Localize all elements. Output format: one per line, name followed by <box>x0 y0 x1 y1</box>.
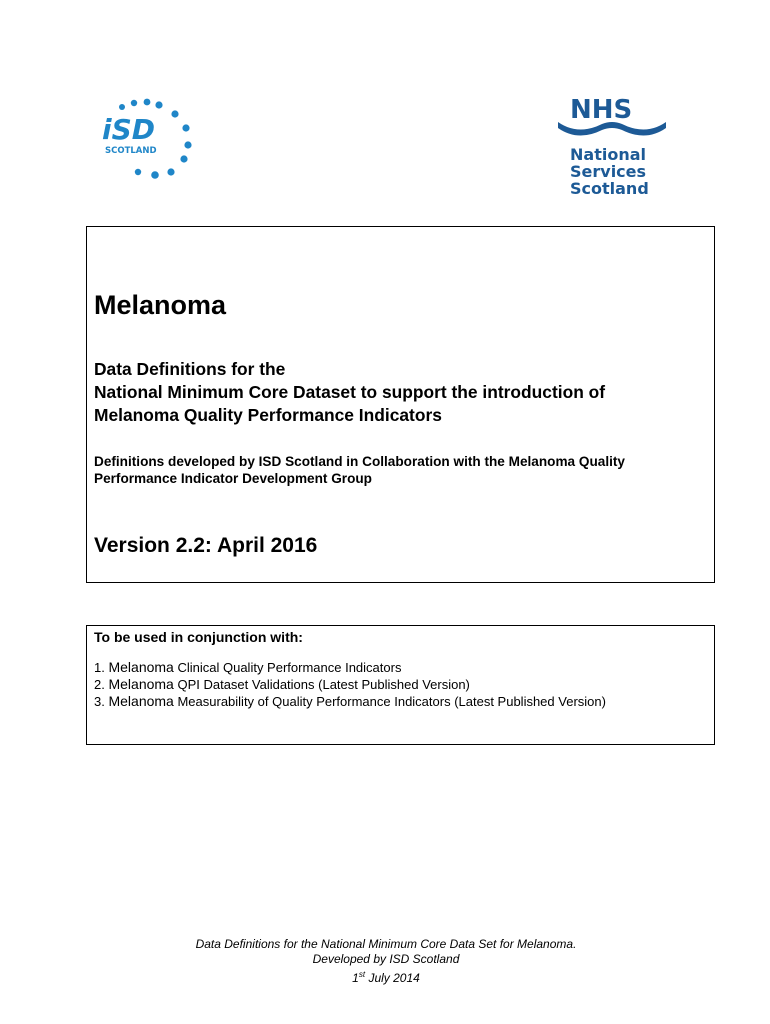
item-lead: Melanoma <box>108 676 174 692</box>
document-title: Melanoma <box>94 290 227 320</box>
item-text: Clinical Quality Performance Indicators <box>177 660 402 675</box>
list-item <box>94 659 606 676</box>
item-number: 2. <box>94 677 105 692</box>
nhs-badge-text: NHS <box>570 95 633 125</box>
page-footer <box>86 937 686 986</box>
credit-text <box>94 453 709 487</box>
subtitle-line: Data Definitions for the <box>94 359 286 379</box>
credit-line: Performance Indicator Development Group <box>94 471 372 486</box>
nhs-line: Scotland <box>570 179 649 198</box>
nhs-line: Services <box>570 162 647 181</box>
credit-line: Definitions developed by ISD Scotland in Collaboration with the Melanoma Quality <box>94 454 625 469</box>
isd-scotland-logo <box>100 98 198 182</box>
footer-date-rest: July 2014 <box>368 971 420 985</box>
footer-line: Data Definitions for the National Minimum Core Data Set for Melanoma. <box>195 937 577 951</box>
item-lead: Melanoma <box>108 693 174 709</box>
conjunction-heading: To be used in conjunction with: <box>94 629 303 645</box>
version-label: Version 2.2: April 2016 <box>94 534 318 557</box>
item-number: 3. <box>94 694 105 709</box>
item-text: QPI Dataset Validations (Latest Published Version) <box>177 677 470 692</box>
footer-date-day: 1 <box>352 971 359 985</box>
item-lead: Melanoma <box>108 659 174 675</box>
title-box <box>86 226 715 583</box>
item-text: Measurability of Quality Performance Indicators (Latest Published Version) <box>177 694 606 709</box>
document-subtitle <box>94 358 709 427</box>
conjunction-box <box>86 625 715 745</box>
isd-logo-subtext: SCOTLAND <box>105 146 157 156</box>
list-item <box>94 693 606 710</box>
subtitle-line: National Minimum Core Dataset to support the introduction of <box>94 382 606 402</box>
item-number: 1. <box>94 660 105 675</box>
nhs-line: National <box>570 145 646 164</box>
footer-date <box>86 967 686 986</box>
isd-logo-text: iSD <box>102 113 156 146</box>
footer-date-suffix: st <box>358 970 366 979</box>
nhs-organisation-name <box>570 146 649 197</box>
footer-line: Developed by ISD Scotland <box>312 952 460 966</box>
list-item <box>94 676 606 693</box>
subtitle-line: Melanoma Quality Performance Indicators <box>94 405 442 425</box>
conjunction-list <box>94 659 606 710</box>
